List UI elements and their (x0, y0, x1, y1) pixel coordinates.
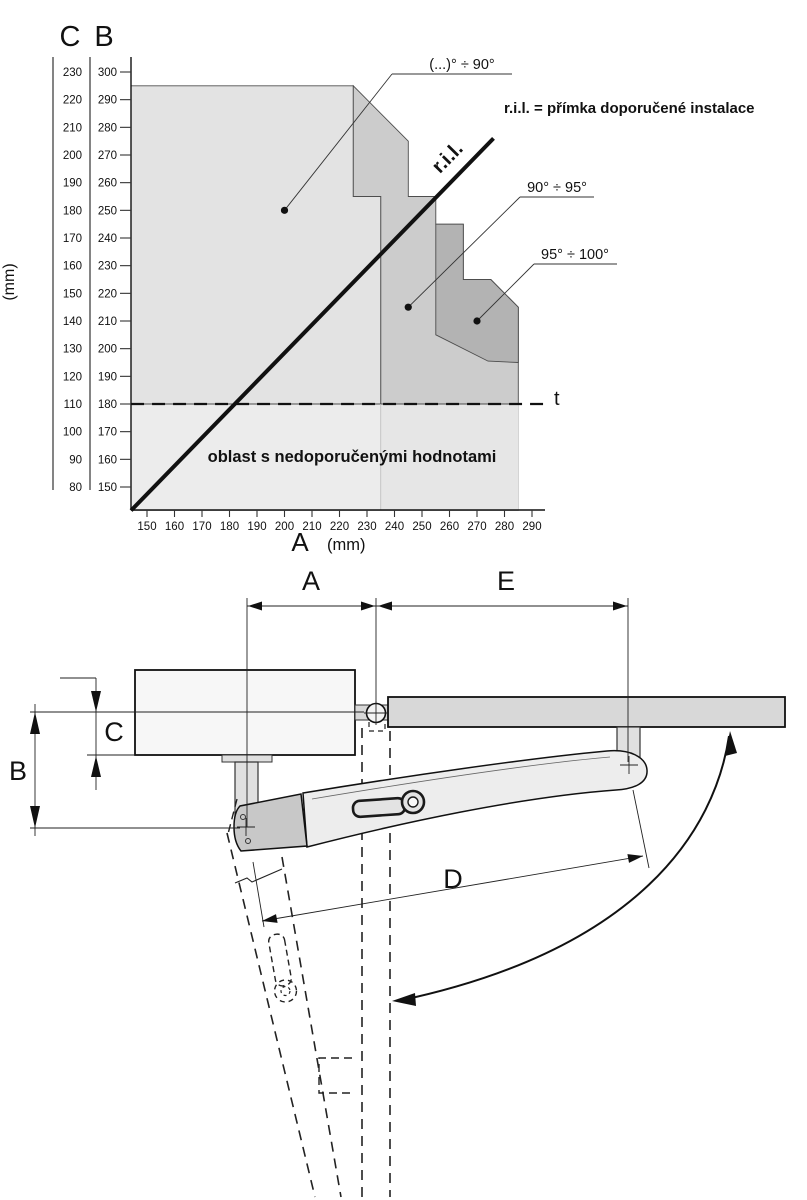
dim-d-arrow-right (627, 854, 643, 863)
dim-c-arrow-top (91, 691, 101, 712)
closed-head-bottom-edge (235, 869, 282, 883)
closed-lever-boss-dashed (275, 980, 297, 1002)
closed-gate-foot-dashed (319, 1058, 352, 1093)
x-tick-label: 220 (329, 521, 350, 533)
swing-arc-arrow-bottom (392, 993, 416, 1006)
post-block (135, 670, 355, 755)
c-tick-label: 220 (62, 94, 82, 107)
closed-arm-edge-dashed (227, 833, 315, 1197)
b-tick-label: 210 (97, 316, 117, 329)
x-tick-label: 210 (302, 521, 322, 533)
actuator-diagram (9, 566, 785, 1197)
c-tick-label: 210 (62, 122, 82, 135)
b-tick-label: 260 (97, 177, 117, 190)
dim-label-d: D (443, 864, 463, 894)
x-tick-label: 200 (274, 521, 295, 533)
x-tick-label: 190 (247, 521, 267, 533)
zone-label: 95° ÷ 100° (541, 247, 609, 263)
c-tick-label: 180 (62, 205, 82, 218)
dim-e-arrow-left (378, 602, 392, 611)
zone-dot (405, 304, 412, 311)
closed-release-lever-dashed (268, 933, 293, 987)
c-tick-label: 200 (62, 150, 82, 163)
b-tick-label: 270 (97, 150, 117, 163)
dim-label-c: C (104, 717, 124, 747)
x-tick-label: 240 (384, 521, 405, 533)
c-tick-label: 130 (62, 343, 82, 356)
b-tick-label: 250 (97, 205, 117, 218)
b-tick-label: 220 (97, 288, 117, 301)
x-tick-label: 160 (164, 521, 185, 533)
b-tick-label: 150 (97, 482, 117, 495)
b-tick-label: 290 (97, 94, 117, 107)
b-axis-header: B (94, 21, 114, 53)
dim-label-e: E (496, 566, 516, 596)
c-tick-label: 110 (63, 399, 82, 412)
dim-b-arrow-bottom (30, 806, 40, 828)
dim-c-arrow-bottom (91, 756, 101, 777)
x-tick-label: 230 (357, 521, 377, 533)
c-tick-label: 90 (69, 454, 82, 467)
actuator-arm-body (303, 751, 647, 847)
b-tick-label: 180 (97, 399, 117, 412)
b-tick-label: 280 (97, 122, 117, 135)
x-tick-label: 280 (494, 521, 515, 533)
closed-lever-pin-dashed (281, 987, 290, 996)
c-tick-label: 230 (62, 67, 82, 79)
c-tick-label: 150 (62, 288, 82, 301)
reference-line (253, 862, 264, 927)
c-tick-label: 160 (62, 260, 82, 273)
x-tick-label: 150 (137, 521, 157, 533)
gate-leaf (388, 697, 785, 727)
b-tick-label: 200 (97, 343, 117, 356)
c-tick-label: 190 (62, 177, 82, 190)
x-tick-label: 270 (467, 521, 487, 533)
zone-dot (281, 207, 288, 214)
dim-a-arrow-left (248, 602, 262, 611)
dim-d-arrow-left (262, 914, 278, 923)
left-axis-unit: (mm) (1, 263, 18, 301)
ril-line-label: r.i.l. (427, 137, 468, 178)
dim-e-arrow-right (613, 602, 627, 611)
c-tick-label: 140 (62, 316, 82, 329)
x-axis-title: A (291, 527, 309, 557)
release-lever-pin (408, 797, 418, 807)
not-recommended-label: oblast s nedoporučenými hodnotami (207, 448, 497, 466)
c-tick-label: 170 (62, 233, 82, 246)
x-axis-unit: (mm) (327, 536, 366, 554)
b-tick-label: 170 (97, 426, 117, 439)
release-lever-slot (353, 798, 406, 818)
c-tick-label: 80 (69, 482, 82, 495)
installation-chart (1, 21, 755, 557)
x-tick-label: 290 (522, 521, 542, 533)
b-tick-label: 190 (97, 371, 117, 384)
b-tick-label: 300 (97, 67, 117, 79)
legend-note: r.i.l. = přímka doporučené instalace (504, 100, 755, 117)
b-tick-label: 160 (97, 454, 117, 467)
b-tick-label: 240 (97, 233, 117, 246)
dim-label-b: B (8, 756, 28, 786)
c-axis-header: C (59, 21, 81, 53)
zone-dot (473, 317, 480, 324)
x-tick-label: 180 (219, 521, 240, 533)
closed-arm-edge-dashed (282, 857, 341, 1197)
x-tick-label: 250 (412, 521, 432, 533)
x-tick-label: 170 (192, 521, 212, 533)
c-tick-label: 120 (62, 371, 82, 384)
dim-b-arrow-top (30, 712, 40, 734)
dim-a-arrow-right (361, 602, 375, 611)
zone-label: (...)° ÷ 90° (429, 57, 495, 73)
b-tick-label: 230 (97, 260, 117, 273)
x-tick-label: 260 (439, 521, 460, 533)
t-label: t (554, 388, 560, 411)
c-tick-label: 100 (62, 426, 82, 439)
zone-label: 90° ÷ 95° (527, 180, 587, 196)
zone-angle-to-90 (131, 86, 381, 404)
dim-label-a: A (301, 566, 321, 596)
closed-hinge-dashed (369, 722, 385, 731)
